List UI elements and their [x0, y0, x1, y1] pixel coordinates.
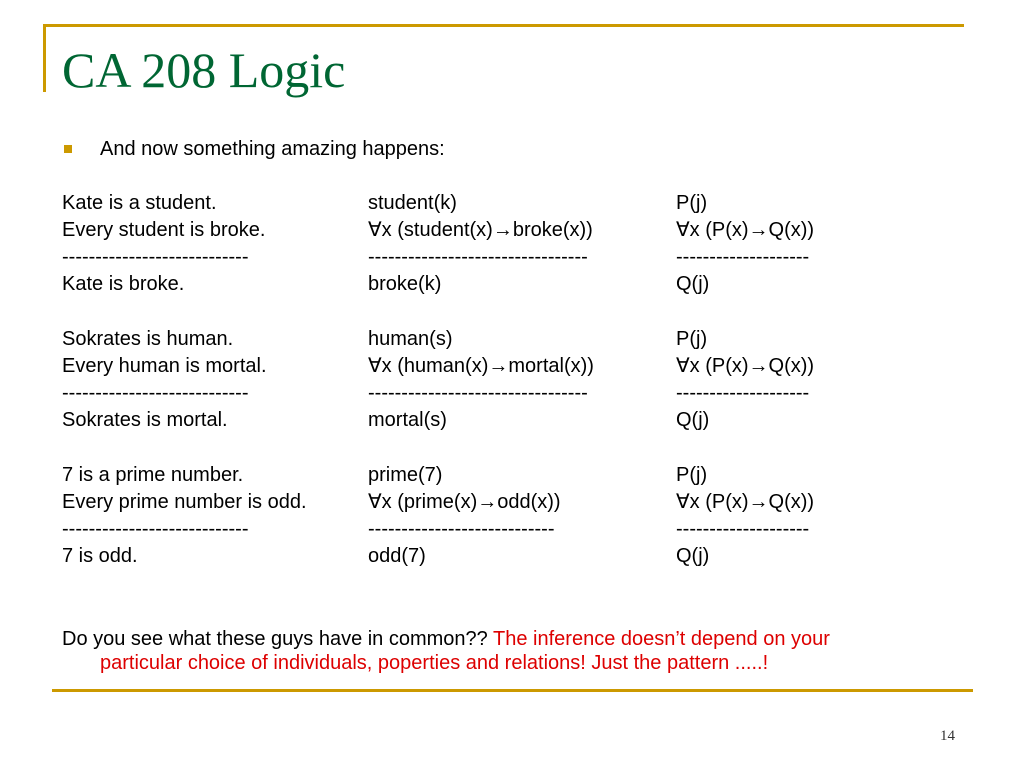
english-statement: Kate is a student. [62, 192, 217, 214]
abstract-formula: P(j) [676, 192, 708, 214]
bullet-text: And now something amazing happens: [100, 138, 445, 160]
closing-answer-1: The inference doesn’t depend on your [493, 628, 830, 650]
slide-title: CA 208 Logic [62, 42, 346, 98]
abstract-formula: ∀x (P(x)→Q(x)) [676, 355, 815, 377]
closing-answer-2: particular choice of individuals, poperties and relations! Just the pattern .....! [100, 652, 769, 674]
divider-dashes: ---------------------------- [62, 246, 249, 268]
divider-dashes: -------------------- [676, 382, 810, 404]
predicate-formula: ∀x (human(x)→mortal(x)) [368, 355, 594, 377]
page-number: 14 [940, 728, 955, 744]
closing-line-2 [62, 651, 962, 675]
abstract-formula: P(j) [676, 328, 708, 350]
divider-dashes: -------------------- [676, 246, 810, 268]
predicate-formula: broke(k) [368, 273, 442, 295]
english-statement: Sokrates is human. [62, 328, 234, 350]
predicate-formula: human(s) [368, 328, 453, 350]
abstract-formula: Q(j) [676, 409, 710, 431]
divider-dashes: --------------------------------- [368, 382, 588, 404]
predicate-formula: ∀x (student(x)→broke(x)) [368, 219, 593, 241]
closing-paragraph [62, 627, 962, 675]
top-accent-rule [43, 24, 964, 27]
english-statement: Every prime number is odd. [62, 491, 307, 513]
closing-line-1 [62, 627, 962, 651]
english-statement: Every student is broke. [62, 219, 266, 241]
divider-dashes: -------------------- [676, 518, 810, 540]
predicate-formula: odd(7) [368, 545, 426, 567]
english-statement: 7 is a prime number. [62, 464, 244, 486]
english-statement: Kate is broke. [62, 273, 185, 295]
english-statement: 7 is odd. [62, 545, 138, 567]
left-accent-rule [43, 24, 46, 92]
abstract-formula: ∀x (P(x)→Q(x)) [676, 491, 815, 513]
closing-question: Do you see what these guys have in common?? [62, 628, 488, 650]
bottom-accent-rule [52, 689, 973, 692]
abstract-formula: ∀x (P(x)→Q(x)) [676, 219, 815, 241]
abstract-formula: Q(j) [676, 545, 710, 567]
predicate-formula: ∀x (prime(x)→odd(x)) [368, 491, 561, 513]
bullet-square-icon [64, 145, 72, 153]
predicate-formula: prime(7) [368, 464, 443, 486]
divider-dashes: ---------------------------- [62, 382, 249, 404]
predicate-formula: mortal(s) [368, 409, 447, 431]
abstract-formula: Q(j) [676, 273, 710, 295]
divider-dashes: --------------------------------- [368, 246, 588, 268]
abstract-formula: P(j) [676, 464, 708, 486]
divider-dashes: ---------------------------- [62, 518, 249, 540]
english-statement: Sokrates is mortal. [62, 409, 228, 431]
english-statement: Every human is mortal. [62, 355, 267, 377]
divider-dashes: ---------------------------- [368, 518, 555, 540]
predicate-formula: student(k) [368, 192, 457, 214]
